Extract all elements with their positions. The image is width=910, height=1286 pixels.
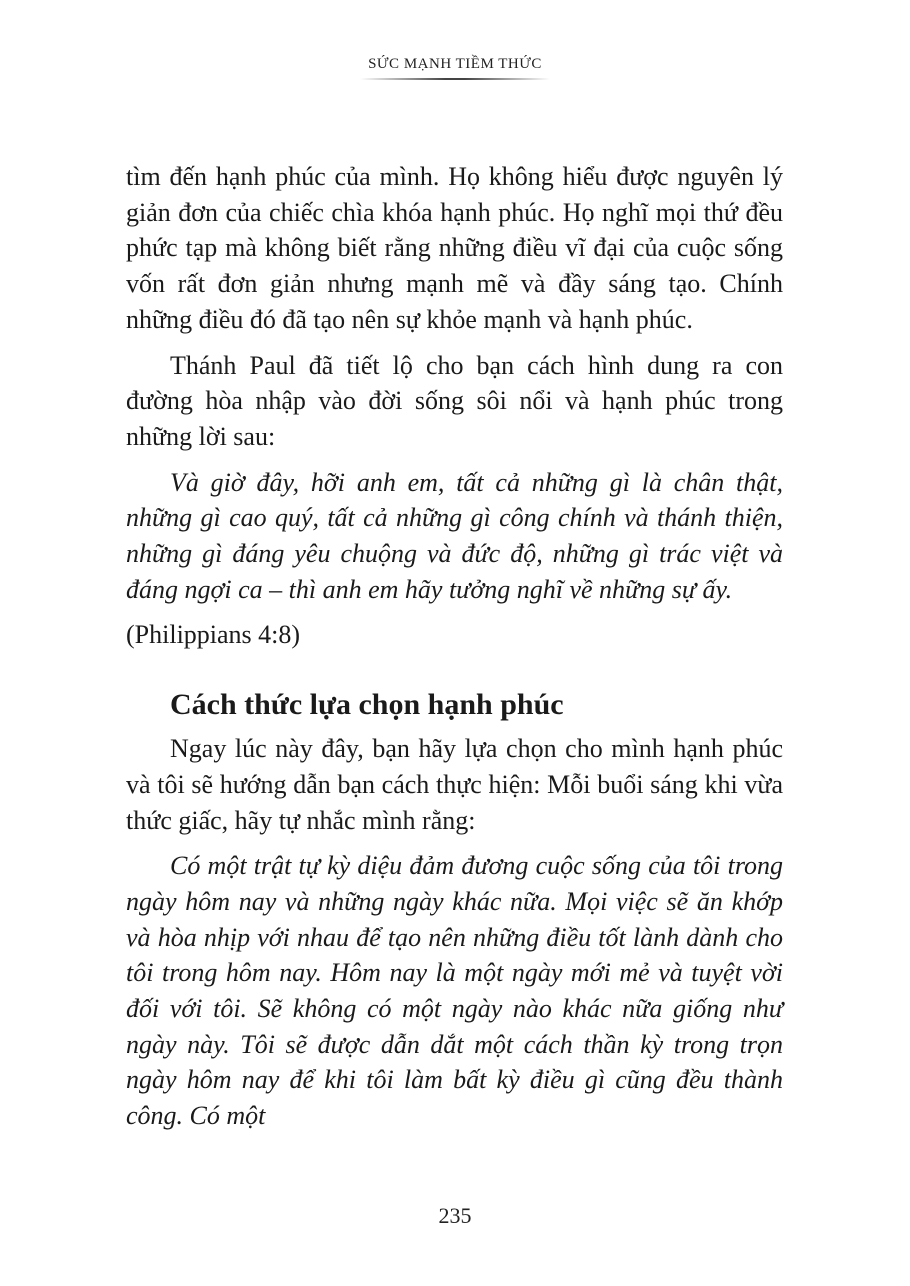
scripture-citation: (Philippians 4:8) [126, 620, 301, 650]
running-head-rule [360, 78, 550, 80]
paragraph-saint-paul: Thánh Paul đã tiết lộ cho bạn cách hình dung ra con đường hòa nhập vào đời sống sôi nổi và hạnh phúc trong những lời sau: [126, 350, 783, 451]
scripture-quote: Và giờ đây, hỡi anh em, tất cả những gì là chân thật, những gì cao quý, tất cả những gì công chính và thánh thiện, những gì đáng yêu chuộng và đức độ, những gì trác việt và đáng ngợi ca – thì anh em hãy tưởng nghĩ về những sự ấy. [126, 467, 783, 604]
affirmation-quote: Có một trật tự kỳ diệu đảm đương cuộc sống của tôi trong ngày hôm nay và những ngày khác nữa. Mọi việc sẽ ăn khớp và hòa nhịp với nhau để tạo nên những điều tốt lành dành cho tôi trong hôm nay. Hôm nay là một ngày mới mẻ và tuyệt vời đối với tôi. Sẽ không có một ngày nào khác nữa giống như ngày này. Tôi sẽ được dẫn dắt một cách thần kỳ trong trọn ngày hôm nay để khi tôi làm bất kỳ điều gì cũng đều thành công. Có một [126, 851, 783, 1131]
paragraph-continuation: tìm đến hạnh phúc của mình. Họ không hiểu được nguyên lý giản đơn của chiếc chìa khóa hạnh phúc. Họ nghĩ mọi thứ đều phức tạp mà không biết rằng những điều vĩ đại của cuộc sống vốn rất đơn giản nhưng mạnh mẽ và đầy sáng tạo. Chính những điều đó đã tạo nên sự khỏe mạnh và hạnh phúc. [126, 162, 783, 334]
page-body [126, 159, 783, 1134]
paragraph-choose-happiness: Ngay lúc này đây, bạn hãy lựa chọn cho mình hạnh phúc và tôi sẽ hướng dẫn bạn cách thực hiện: Mỗi buổi sáng khi vừa thức giấc, hãy tự nhắc mình rằng: [126, 734, 783, 835]
page-number: 235 [438, 1203, 472, 1228]
running-head: SỨC MẠNH TIỀM THỨC [368, 56, 542, 72]
section-heading: Cách thức lựa chọn hạnh phúc [170, 688, 564, 722]
